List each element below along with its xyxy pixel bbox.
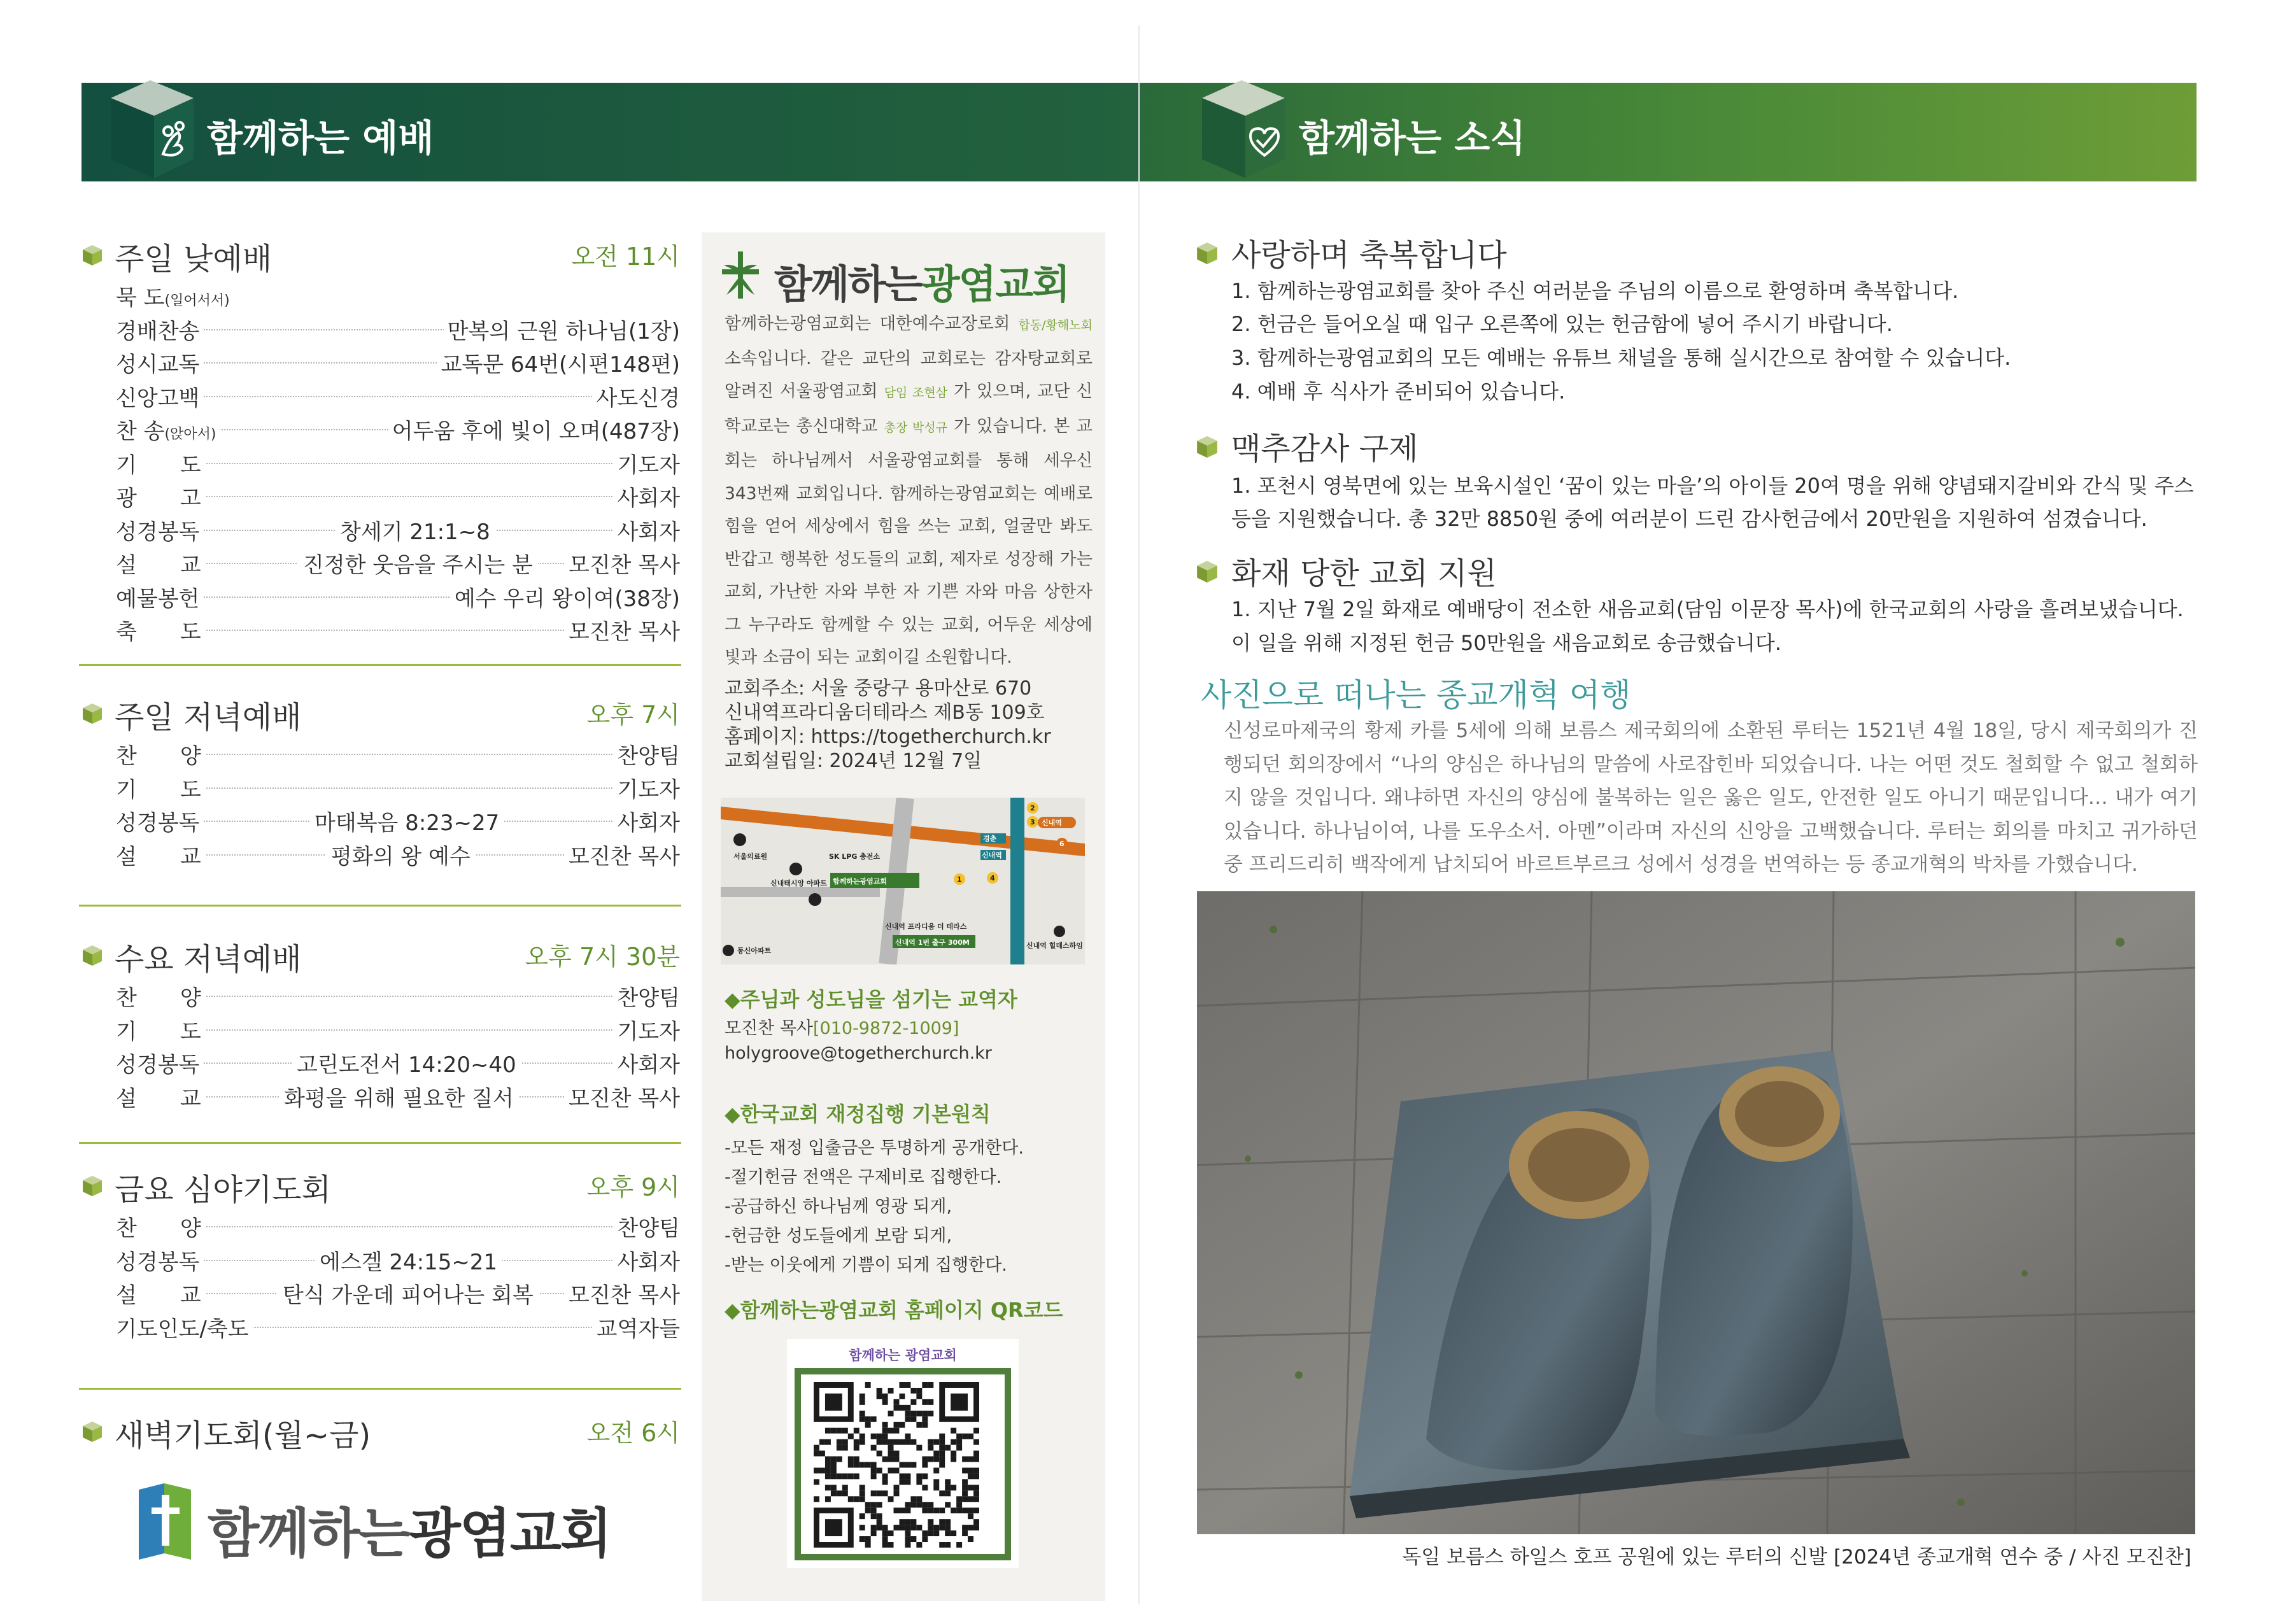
order-label: 기 도 [116, 1014, 205, 1045]
order-row [116, 768, 680, 802]
service-name: 주일 낮예배 [115, 241, 272, 277]
qr-section-title: ◆함께하는광염교회 홈페이지 QR코드 [725, 1298, 1063, 1322]
map-label-gyeongchun: 경춘 [983, 835, 997, 843]
intro-annotation: 합동/황해노회 [1018, 318, 1093, 332]
order-value: 모진찬 목사 [565, 547, 680, 579]
order-label: 설 교 [116, 547, 205, 579]
map-label-medical-center: 서울의료원 [733, 852, 768, 861]
news-item: 1. 포천시 영북면에 있는 보육시설인 ‘꿈이 있는 마을’의 아이들 20여 명을 위해 양념돼지갈비와 간식 및 주스 [1231, 474, 2194, 498]
order-label: 찬 송(앉아서) [116, 414, 220, 445]
order-value: 기도자 [613, 448, 680, 479]
location-map [721, 798, 1085, 964]
order-row [116, 377, 680, 411]
green-cube-icon [81, 244, 103, 266]
order-value: 모진찬 목사 [565, 1278, 680, 1309]
address-line: 교회주소: 서울 중랑구 용마산로 670 [725, 677, 1032, 700]
map-exit-3: 3 [1030, 818, 1035, 826]
order-label: 찬 양 [116, 980, 205, 1012]
order-value: 사회자 [613, 805, 680, 837]
info-logo-text: 함께하는광염교회 [774, 261, 1070, 307]
service-name: 수요 저녁예배 [115, 942, 302, 977]
order-label: 성경봉독 [116, 514, 203, 546]
church-logo [139, 1483, 648, 1566]
order-row [116, 444, 680, 477]
finance-principle: -헌금한 성도들에게 보람 되게, [725, 1226, 952, 1246]
wednesday-evening-service [81, 931, 680, 1110]
finance-principle: -모든 재정 입출금은 투명하게 공개한다. [725, 1138, 1024, 1158]
news-title: 사랑하며 축복합니다 [1231, 237, 1507, 273]
order-value: 모진찬 목사 [565, 839, 680, 870]
qr-caption: 함께하는 광염교회 [849, 1348, 957, 1363]
intro-annotation: 담임 조현삼 [884, 386, 948, 400]
order-row [116, 1274, 680, 1308]
section-divider [79, 1388, 681, 1390]
green-cube-icon [81, 945, 103, 966]
order-label: 찬 양 [116, 1211, 205, 1242]
qr-code-card[interactable] [787, 1339, 1019, 1568]
order-value: 기도자 [613, 1014, 680, 1045]
order-passage: 에스겔 24:15~21 [315, 1245, 502, 1276]
info-logo [718, 245, 1100, 307]
order-value: 기도자 [613, 772, 680, 803]
church-logo-text: 함께하는광염교회 [208, 1502, 611, 1565]
church-info-panel [702, 232, 1105, 1601]
order-row [116, 343, 680, 377]
service-header [81, 230, 680, 276]
order-value: 찬양팀 [613, 980, 680, 1012]
luther-shoes-photo [1197, 891, 2195, 1534]
news-title: 화재 당한 교회 지원 [1231, 556, 1497, 591]
finance-principle: -절기헌금 전액은 구제비로 집행한다. [725, 1168, 1002, 1187]
order-sermon-title: 평화의 왕 예수 [326, 839, 476, 870]
order-label: 설 교 [116, 1278, 205, 1309]
church-introduction [725, 307, 1093, 674]
pastor-contact: 모진찬 목사[010-9872-1009] [725, 1019, 959, 1038]
service-time: 오후 7시 30분 [525, 943, 680, 971]
order-row [116, 511, 680, 544]
news-item: 3. 함께하는광염교회의 모든 예배는 유튜브 채널을 통해 실시간으로 참여할 수 있습니다. [1231, 346, 2011, 370]
order-passage: 고린도전서 14:20~40 [292, 1047, 521, 1078]
order-label: 설 교 [116, 1081, 205, 1112]
qr-frame [795, 1368, 1011, 1560]
green-cube-icon [81, 703, 103, 724]
order-row [116, 410, 680, 444]
service-name: 주일 저녁예배 [115, 700, 302, 735]
news-item: 2. 헌금은 들어오실 때 입구 오른쪽에 있는 헌금함에 넣어 주시기 바랍니다. [1231, 312, 1893, 336]
founding-date-line: 교회설립일: 2024년 12월 7일 [725, 750, 982, 772]
dawn-prayer-service [81, 1407, 680, 1453]
order-label: 기 도 [116, 772, 205, 803]
map-exit-2: 2 [1030, 804, 1035, 812]
order-row [116, 977, 680, 1010]
map-label-hildesheim: 신내역 힐데스하임 [1026, 942, 1083, 950]
map-exit-1: 1 [957, 875, 962, 884]
order-row [116, 801, 680, 835]
service-time: 오전 11시 [571, 243, 680, 271]
order-value: 찬양팀 [613, 1211, 680, 1242]
order-value: 교역자들 [593, 1311, 680, 1343]
green-cube-icon [1196, 560, 1219, 583]
finance-section-title: ◆한국교회 재정집행 기본원칙 [725, 1102, 991, 1126]
order-value: 만복의 근원 하나님(1장) [444, 314, 680, 345]
map-exit-6: 6 [1059, 840, 1065, 848]
news-banner-title: 함께하는 소식 [1299, 117, 1526, 160]
order-label: 축 도 [116, 614, 205, 646]
order-row [116, 735, 680, 768]
order-row [116, 544, 680, 577]
order-value: 사회자 [613, 514, 680, 546]
service-time: 오전 6시 [586, 1419, 680, 1447]
order-label: 기도인도/축도 [116, 1311, 253, 1343]
finance-principle: -공급하신 하나님께 영광 되게, [725, 1197, 952, 1217]
green-cube-icon [1196, 242, 1219, 265]
order-row [116, 1077, 680, 1111]
section-divider [79, 1142, 681, 1144]
qr-code-icon [814, 1382, 979, 1548]
reformation-trip-text: 신성로마제국의 황제 카를 5세에 의해 보름스 제국회의에 소환된 루터는 1521년 4월 18일, 당시 제국회의가 진행되던 회의장에서 “나의 양심은 하나님의 말씀에 사로잡힌바 되었습니다. 나는 어떤 것도 철회할 수 없고 철회하지 않을 것입니다. 왜냐하면 자신의 양심에 불복하는 일은 옳은 일도, 안전한 일도 아니기 때문입니다… 내가 여기 있습니다. 하나님이여, 나를 도우소서. 아멘”이라며 자신의 신앙을 고백했습니다. 루터는 회의를 마치고 귀가하던 중 프리드리히 백작에게 납치되어 바르트부르크 성에서 성경을 번역하는 등 종교개혁의 박차를 가했습니다. [1224, 719, 2198, 876]
map-label-terrace: 신내역 프라디움 더 테라스 [885, 922, 967, 931]
order-row [116, 1308, 680, 1341]
map-label-sinnae-station: 신내역 [1042, 819, 1062, 827]
intro-text: 가 있습니다. 본 교회는 하나님께서 서울광염교회를 통해 세우신 343번째 교회입니다. 함께하는광염교회는 예배로 힘을 얻어 세상에서 힘을 쓰는 교회, 얼굴만 봐도 반갑고 행복한 성도들의 교회, 제자로 성장해 가는 교회, 가난한 자와 부한 자 기쁜 자와 마음 상한자 그 누구라도 함께할 수 있는 교회, 어두운 세상에 빛과 소금이 되는 교회이길 소원합니다. [725, 416, 1093, 667]
cube-heart-icon [1196, 79, 1288, 180]
order-label: 성경봉독 [116, 805, 203, 837]
order-row [116, 1207, 680, 1241]
order-sermon-title: 화평을 위해 필요한 질서 [279, 1081, 519, 1112]
cube-hands-icon [104, 79, 197, 180]
order-row [116, 310, 680, 344]
worship-banner [81, 83, 1140, 181]
news-title: 맥추감사 구제 [1231, 431, 1418, 467]
section-divider [79, 664, 681, 666]
intro-text: 함께하는광염교회는 대한예수교장로회 [725, 314, 1019, 334]
worship-banner-title: 함께하는 예배 [207, 117, 434, 160]
cross-logo-icon [139, 1483, 191, 1560]
service-header [81, 1161, 680, 1207]
section-divider [79, 905, 681, 907]
sunday-morning-service [81, 230, 680, 644]
photo-caption: 독일 보름스 하일스 호프 공원에 있는 루터의 신발 [2024년 종교개혁 연수 중 / 사진 모진찬] [1402, 1546, 2191, 1569]
order-label: 찬 양 [116, 738, 205, 770]
page-fold-divider [1138, 25, 1140, 1604]
news-item: 1. 지난 7월 2일 화재로 예배당이 전소한 새음교회(담임 이문장 목사)에 한국교회의 사랑을 흘려보냈습니다. [1231, 597, 2184, 621]
intro-annotation: 총장 박성규 [884, 420, 948, 435]
green-cube-icon [1196, 435, 1219, 458]
cross-star-icon [718, 250, 763, 300]
map-label-church: 함께하는광염교회 [833, 877, 888, 886]
order-value: 모진찬 목사 [565, 1081, 680, 1112]
service-time: 오후 7시 [586, 701, 680, 729]
order-value: 사회자 [613, 481, 680, 512]
sunday-evening-service [81, 689, 680, 868]
service-time: 오후 9시 [586, 1173, 680, 1201]
order-row [116, 1043, 680, 1077]
service-name: 금요 심야기도회 [115, 1172, 331, 1208]
map-exit-4: 4 [990, 874, 995, 882]
address-line: 신내역프라디움더테라스 제B동 109호 [725, 702, 1045, 724]
order-label: 신앙고백 [116, 381, 203, 412]
order-value: 어두움 후에 빛이 오며(487장) [388, 414, 680, 445]
homepage-line[interactable]: 홈페이지: https://togetherchurch.kr [725, 726, 1051, 748]
map-label-sinnae: 신내역 [982, 851, 1002, 859]
order-row [116, 276, 680, 310]
green-cube-icon [81, 1175, 103, 1197]
order-value: 사도신경 [593, 381, 680, 412]
order-value: 사회자 [613, 1047, 680, 1078]
order-value: 모진찬 목사 [565, 614, 680, 646]
service-name: 새벽기도회(월~금) [115, 1418, 371, 1453]
map-label-apartment: 신내태시앙 아파트 [770, 879, 827, 887]
service-header [81, 689, 680, 735]
order-label: 성경봉독 [116, 1245, 203, 1276]
order-value: 교독문 64번(시편148편) [437, 347, 680, 378]
order-label: 성경봉독 [116, 1047, 203, 1078]
order-row [116, 577, 680, 611]
order-row [116, 611, 680, 644]
map-label-lpg-station: SK LPG 충전소 [829, 852, 881, 861]
pastor-section-title: ◆주님과 성도님을 섬기는 교역자 [725, 987, 1017, 1012]
news-item: 이 일을 위해 지정된 헌금 50만원을 새음교회로 송금했습니다. [1231, 631, 1781, 655]
news-item: 1. 함께하는광염교회를 찾아 주신 여러분을 주님의 이름으로 환영하며 축복합니다. [1231, 279, 1959, 303]
order-sermon-title: 진정한 웃음을 주시는 분 [298, 547, 538, 579]
service-header [81, 1407, 680, 1453]
order-label: 묵 도(일어서서) [116, 280, 234, 311]
order-label: 설 교 [116, 839, 205, 870]
order-passage: 마태복음 8:23~27 [309, 805, 504, 837]
order-label: 예물봉헌 [116, 581, 203, 612]
news-banner [1140, 83, 2197, 181]
order-label: 성시교독 [116, 347, 203, 378]
order-value: 예수 우리 왕이여(38장) [451, 581, 680, 612]
news-item: 4. 예배 후 식사가 준비되어 있습니다. [1231, 379, 1566, 404]
order-row [116, 1241, 680, 1274]
map-label-exit: 신내역 1번 출구 300M [895, 938, 970, 947]
intro-text: 가 있으며, 교단 신학교로는 총신대학교 [725, 381, 1093, 436]
news-item: 등을 지원했습니다. 총 32만 8850원 중에 여러분이 드린 감사헌금에서 20만원을 지원하여 섬겼습니다. [1231, 507, 2147, 531]
order-sermon-title: 탄식 가운데 피어나는 회복 [278, 1278, 539, 1309]
order-value: 사회자 [613, 1245, 680, 1276]
green-cube-icon [81, 1421, 103, 1443]
map-label-dongsin: 동신아파트 [737, 947, 772, 955]
reformation-trip-title: 사진으로 떠나는 종교개혁 여행 [1201, 677, 1631, 714]
order-label: 경배찬송 [116, 314, 203, 345]
order-label: 기 도 [116, 448, 205, 479]
order-row [116, 1010, 680, 1044]
order-value: 찬양팀 [613, 738, 680, 770]
order-row [116, 477, 680, 511]
friday-prayer-service [81, 1161, 680, 1341]
finance-principle: -받는 이웃에게 기쁨이 되게 집행한다. [725, 1255, 1007, 1275]
church-address-block [725, 677, 1100, 773]
service-header [81, 931, 680, 977]
order-passage: 창세기 21:1~8 [335, 514, 495, 546]
order-label: 광 고 [116, 481, 205, 512]
order-row [116, 835, 680, 869]
intro-text: 소속입니다. 같은 교단의 교회로는 감자탕교회로 알려진 서울광염교회 [725, 348, 1093, 401]
pastor-email[interactable]: holygroove@togetherchurch.kr [725, 1043, 992, 1063]
